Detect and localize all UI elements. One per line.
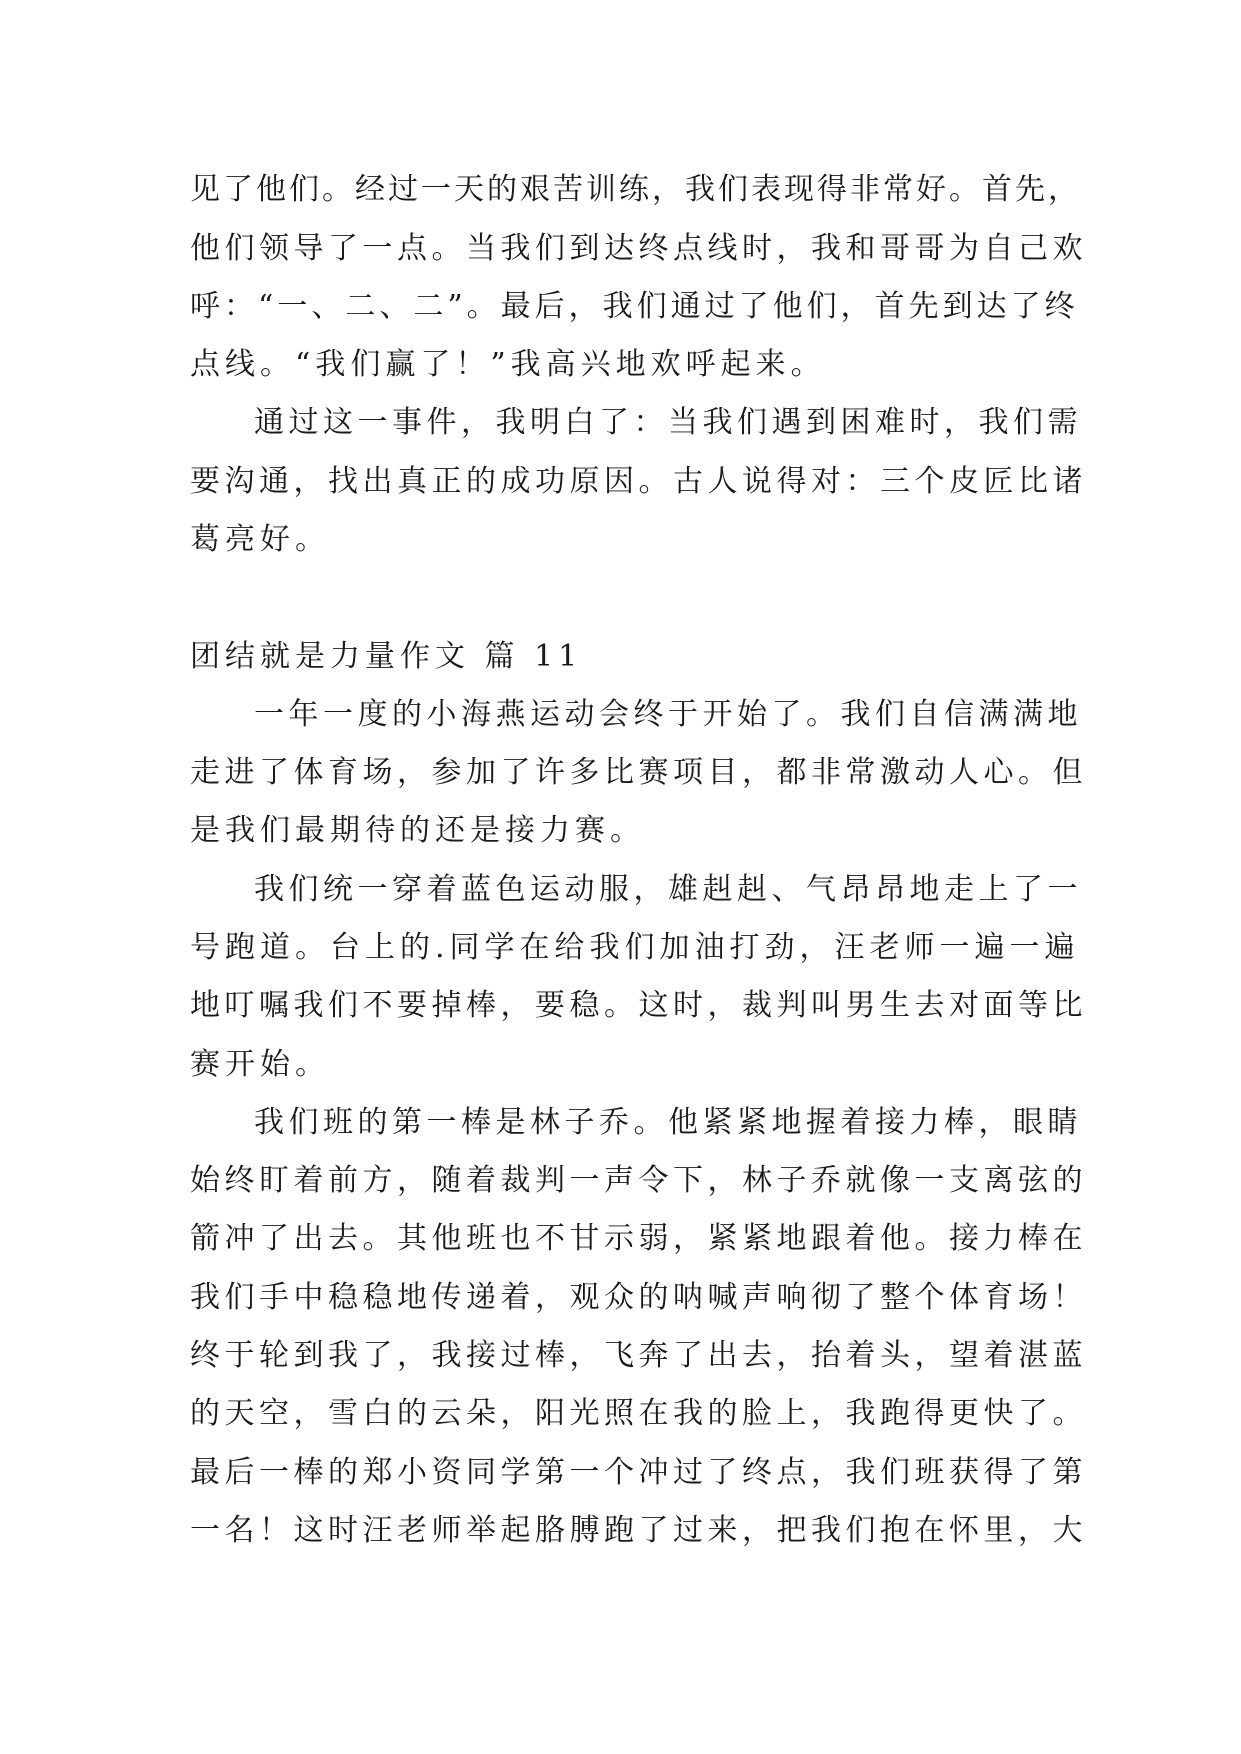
paragraph-line: 葛亮好。 bbox=[190, 522, 330, 557]
paragraph-line: 我们手中稳稳地传递着，观众的呐喊声响彻了整个体育场！ bbox=[190, 1280, 1087, 1315]
paragraph-line: 始终盯着前方，随着裁判一声令下，林子乔就像一支离弦的 bbox=[190, 1163, 1087, 1198]
paragraph-line: 要沟通，找出真正的成功原因。古人说得对：三个皮匠比诸 bbox=[190, 464, 1087, 499]
paragraph-line: 一年一度的小海燕运动会终于开始了。我们自信满满地 bbox=[254, 697, 1082, 732]
paragraph-line: 通过这一事件，我明白了：当我们遇到困难时，我们需 bbox=[254, 405, 1082, 440]
paragraph-line: 最后一棒的郑小资同学第一个冲过了终点，我们班获得了第 bbox=[190, 1455, 1087, 1490]
paragraph-line: 见了他们。经过一天的艰苦训练，我们表现得非常好。首先， bbox=[190, 172, 1081, 207]
paragraph-line: 他们领导了一点。当我们到达终点线时，我和哥哥为自己欢 bbox=[190, 231, 1087, 266]
section-heading: 团结就是力量作文 篇 11 bbox=[190, 639, 583, 674]
paragraph-line: 点线。“我们赢了！”我高兴地欢呼起来。 bbox=[190, 347, 826, 382]
paragraph-line: 一名！这时汪老师举起胳膊跑了过来，把我们抱在怀里，大 bbox=[190, 1513, 1087, 1548]
paragraph-line: 赛开始。 bbox=[190, 1047, 330, 1082]
paragraph-line: 地叮嘱我们不要掉棒，要稳。这时，裁判叫男生去对面等比 bbox=[190, 988, 1087, 1023]
paragraph-line: 箭冲了出去。其他班也不甘示弱，紧紧地跟着他。接力棒在 bbox=[190, 1221, 1087, 1256]
paragraph-line: 号跑道。台上的.同学在给我们加油打劲，汪老师一遍一遍 bbox=[190, 930, 1080, 965]
paragraph-line: 我们统一穿着蓝色运动服，雄赳赳、气昂昂地走上了一 bbox=[254, 872, 1082, 907]
paragraph-line: 呼：“一、二、二”。最后，我们通过了他们，首先到达了终 bbox=[190, 289, 1079, 324]
paragraph-line: 我们班的第一棒是林子乔。他紧紧地握着接力棒，眼睛 bbox=[254, 1105, 1082, 1140]
paragraph-line: 终于轮到我了，我接过棒，飞奔了出去，抬着头，望着湛蓝 bbox=[190, 1338, 1087, 1373]
paragraph-line: 的天空，雪白的云朵，阳光照在我的脸上，我跑得更快了。 bbox=[190, 1396, 1087, 1431]
paragraph-line: 是我们最期待的还是接力赛。 bbox=[190, 813, 645, 848]
paragraph-line: 走进了体育场，参加了许多比赛项目，都非常激动人心。但 bbox=[190, 755, 1087, 790]
